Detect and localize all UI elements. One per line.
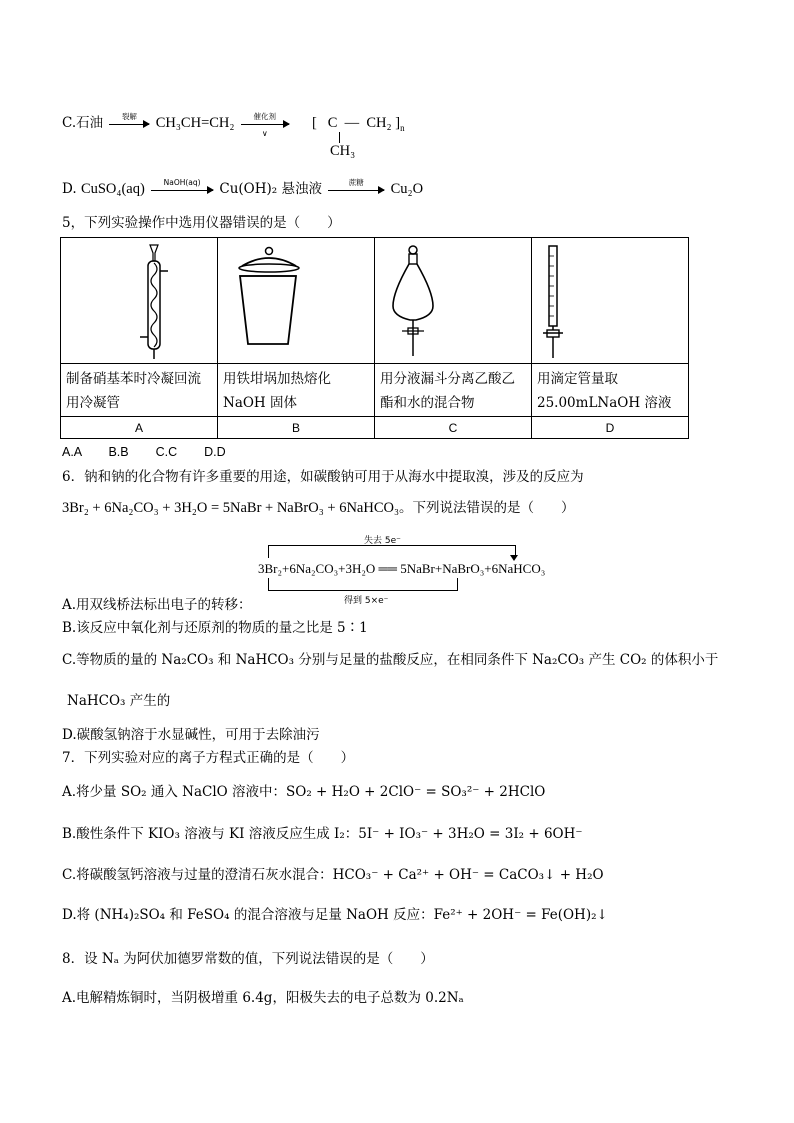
question-8-option-a[interactable]: A.电解精炼铜时，当阴极增重 6.4g，阳极失去的电子总数为 0.2Nₐ — [62, 990, 464, 1006]
polymer-n: n — [400, 122, 405, 133]
question-7-option-a[interactable]: A.将少量 SO₂ 通入 NaClO 溶液中：SO₂ + H₂O + 2ClO⁻ = SO₃²⁻ + 2HClO — [62, 784, 546, 800]
desc-line-1: 制备硝基苯时冷凝回流 — [66, 371, 201, 387]
column-label-a: A — [61, 417, 218, 439]
desc-line-1: 用铁坩埚加热熔化 — [223, 371, 331, 387]
column-label-c: C — [375, 417, 532, 439]
bridge-top-label: 失去 5e⁻ — [364, 536, 401, 546]
arrow-label: 催化剂 — [253, 111, 276, 121]
question-6-option-b[interactable]: B.该反应中氧化剂与还原剂的物质的量之比是 5∶1 — [62, 620, 368, 636]
option-b[interactable]: B.B — [108, 445, 129, 459]
question-5-options — [62, 443, 226, 461]
apparatus-table — [60, 237, 689, 439]
question-6-option-c-cont: NaHCO₃ 产生的 — [67, 693, 171, 709]
reaction-arrow-catalyst: 催化剂 ∨ — [241, 117, 289, 131]
bridge-bottom-line — [268, 578, 458, 591]
condenser-icon — [134, 243, 174, 361]
reaction-arrow-cracking — [109, 111, 149, 131]
column-label-b: B — [218, 417, 375, 439]
question-7-option-d[interactable]: D.将 (NH₄)₂SO₄ 和 FeSO₄ 的混合溶液与足量 NaOH 反应：Fe²⁺ + 2OH⁻ = Fe(OH)₂↓ — [62, 907, 608, 923]
carbon-atom: C — [327, 115, 338, 131]
option-d[interactable]: D.D — [204, 445, 226, 459]
propene-formula: CH₃CH=CH₂ — [155, 115, 235, 131]
question-5-stem: 5，下列实验操作中选用仪器错误的是（ ） — [62, 215, 341, 231]
reaction-arrow-sucrose — [328, 177, 384, 197]
option-c-prefix: C.石油 — [62, 115, 104, 131]
bond: — — [344, 115, 360, 131]
description-d — [532, 364, 689, 417]
question-7-option-c[interactable]: C.将碳酸氢钙溶液与过量的澄清石灰水混合：HCO₃⁻ + Ca²⁺ + OH⁻ = CaCO₃↓ + H₂O — [62, 867, 604, 883]
question-6-equation-line — [62, 499, 575, 517]
crucible-icon — [234, 246, 304, 351]
desc-line-2: 25.00mLNaOH 溶液 — [537, 395, 672, 411]
reaction-equation: 3Br₂ + 6Na₂CO₃ + 3H₂O = 5NaBr + NaBrO₃ + 6NaHCO₃ — [62, 500, 400, 516]
methyl-group: CH₃ — [330, 143, 356, 159]
reactant: CuSO₄(aq) — [80, 181, 145, 197]
burette-icon — [541, 244, 565, 362]
desc-line-1: 用滴定管量取 — [537, 371, 618, 387]
arrow-label: 蔗糖 — [348, 177, 364, 187]
question-7-option-b[interactable]: B.酸性条件下 KIO₃ 溶液与 KI 溶液反应生成 I₂：5I⁻ + IO₃⁻ + 3H₂O = 3I₂ + 6OH⁻ — [62, 826, 583, 842]
apparatus-cell-a — [61, 238, 218, 364]
bridge-equation: 3Br₂+6Na₂CO₃+3H₂O ══ 5NaBr+NaBrO₃+6NaHCO₃ — [258, 561, 546, 576]
product: Cu₂O — [390, 181, 424, 197]
desc-line-1: 用分液漏斗分离乙酸乙 — [380, 371, 515, 387]
apparatus-cell-d — [532, 238, 689, 364]
reaction-arrow-naoh — [151, 177, 213, 197]
bridge-bottom-label: 得到 5×e⁻ — [344, 596, 389, 606]
description-c — [375, 364, 532, 417]
question-6-option-d[interactable]: D.碳酸氢钠溶于水显碱性，可用于去除油污 — [62, 727, 320, 743]
apparatus-cell-c — [375, 238, 532, 364]
question-6-stem: 6．钠和钠的化合物有许多重要的用途，如碳酸钠可用于从海水中提取溴，涉及的反应为 — [62, 469, 584, 485]
q4-option-d — [62, 177, 424, 198]
question-6-option-c[interactable]: C.等物质的量的 Na₂CO₃ 和 NaHCO₃ 分别与足量的盐酸反应，在相同条件下 Na₂CO₃ 产生 CO₂ 的体积小于 — [62, 652, 719, 668]
desc-line-2: 酯和水的混合物 — [380, 395, 475, 411]
bracket-right: ] — [395, 115, 401, 131]
option-d-prefix: D. — [62, 181, 77, 197]
option-c[interactable]: C.C — [155, 445, 178, 459]
double-bridge-diagram — [258, 531, 638, 606]
intermediate: Cu(OH)₂ 悬浊液 — [219, 181, 322, 197]
bridge-top-line — [268, 545, 516, 558]
question-8-stem: 8．设 Nₐ 为阿伏加德罗常数的值，下列说法错误的是（ ） — [62, 951, 434, 967]
arrow-label: 裂解 — [121, 111, 137, 121]
polypropylene-formula — [312, 114, 405, 132]
question-7-stem: 7．下列实验对应的离子方程式正确的是（ ） — [62, 750, 355, 766]
question-6-option-a[interactable]: A.用双线桥法标出电子的转移： — [62, 597, 252, 613]
q4-option-c — [62, 111, 291, 138]
desc-line-2: 用冷凝管 — [66, 395, 120, 411]
column-label-d: D — [532, 417, 689, 439]
arrow-label: NaOH(aq) — [163, 177, 201, 187]
apparatus-cell-b — [218, 238, 375, 364]
bracket-left: [ — [312, 115, 317, 131]
description-b — [218, 364, 375, 417]
ch2-group: CH₂ — [366, 115, 392, 131]
separatory-funnel-icon — [388, 244, 438, 359]
description-a — [61, 364, 218, 417]
equation-tail: 。下列说法错误的是（ ） — [399, 500, 575, 516]
option-a[interactable]: A.A — [62, 445, 82, 459]
desc-line-2: NaOH 固体 — [223, 395, 297, 411]
